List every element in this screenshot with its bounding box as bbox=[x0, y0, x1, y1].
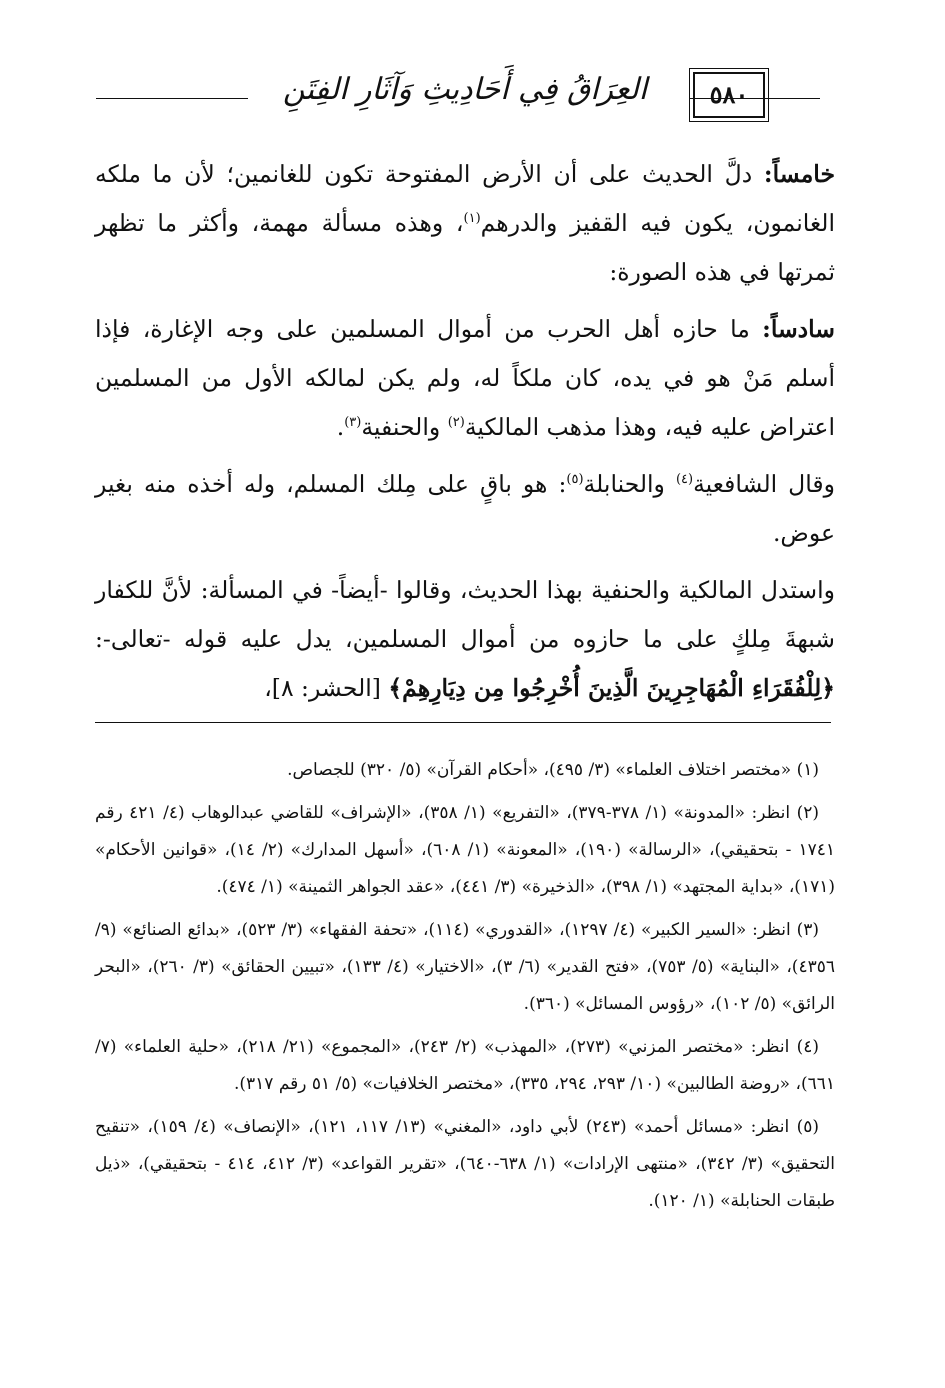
paragraph-text: . bbox=[336, 413, 345, 441]
footnote-ref: (٣) bbox=[344, 415, 362, 431]
footnote-ref: (٥) bbox=[566, 472, 584, 488]
paragraph-text: : هو باقٍ على مِلك المسلم، وله أخذه منه بغير عوض. bbox=[95, 470, 835, 547]
header-rule-left bbox=[96, 98, 248, 99]
paragraph-fifth bbox=[95, 150, 835, 297]
footnote-4: (٤) انظر: «مختصر المزني» (٢٧٣)، «المهذب» (٢/ ٢٤٣)، «المجموع» (٢١/ ٢١٨)، «حلية العلماء» (٧/ ٦٦١)، «روضة الطالبين» (١٠/ ٢٩٣، ٢٩٤، ٣٣٥)، «مختصر الخلافيات» (٥/ ٥١ رقم ٣١٧). bbox=[95, 1037, 835, 1094]
paragraph-text: واستدل المالكية والحنفية بهذا الحديث، وقالوا -أيضاً- في المسألة: لأنَّ للكفار شبهةَ مِلكٍ على ما حازوه من أموال المسلمين، يدل عليه قوله -تعالى-: bbox=[95, 576, 835, 653]
footnote-1: (١) «مختصر اختلاف العلماء» (٣/ ٤٩٥)، «أحكام القرآن» (٥/ ٣٢٠) للجصاص. bbox=[287, 760, 819, 780]
paragraph-lead: سادساً: bbox=[762, 315, 835, 343]
paragraph-text: والحنابلة bbox=[583, 470, 676, 498]
footnote-separator bbox=[95, 722, 831, 723]
footnote-5: (٥) انظر: «مسائل أحمد» (٢٤٣) لأبي داود، «المغني» (١٣/ ١١٧، ١٢١)، «الإنصاف» (٤/ ١٥٩)، «تنقيح التحقيق» (٣/ ٣٤٢)، «منتهى الإرادات» (١/ ٦٣٨-٦٤٠)، «تقرير القواعد» (٣/ ٤١٢، ٤١٤ - بتحقيقي)، «ذيل طبقات الحنابلة» (١/ ١٢٠). bbox=[95, 1117, 835, 1211]
paragraph-lead: خامساً: bbox=[763, 160, 835, 188]
paragraph-text: [الحشر: ٨]، bbox=[264, 674, 389, 702]
paragraph-shafii bbox=[95, 460, 835, 558]
footnotes bbox=[95, 752, 835, 1226]
page-number: ٥٨٠ bbox=[693, 72, 765, 118]
paragraph-sixth bbox=[95, 305, 835, 452]
paragraph-text: والحنفية bbox=[361, 413, 448, 441]
footnote-3: (٣) انظر: «السير الكبير» (٤/ ١٢٩٧)، «القدوري» (١١٤)، «تحفة الفقهاء» (٣/ ٥٢٣)، «بدائع الصنائع» (٩/ ٤٣٥٦)، «البناية» (٥/ ٧٥٣)، «فتح القدير» (٦/ ٣)، «الاختيار» (٤/ ١٣٣)، «تبيين الحقائق» (٣/ ٢٦٠)، «البحر الرائق» (٥/ ١٠٢)، «رؤوس المسائل» (٣٦٠). bbox=[95, 920, 835, 1014]
paragraph-text: وقال الشافعية bbox=[693, 470, 835, 498]
footnote-ref: (٤) bbox=[675, 472, 694, 488]
paragraph-text: ، وهذه مسألة مهمة، وأكثر ما تظهر ثمرتها في هذه الصورة: bbox=[95, 209, 835, 286]
footnote-ref: (٢) bbox=[447, 415, 465, 431]
running-book-title: العِرَاقُ فِي أَحَادِيثِ وَآثَارِ الفِتَنِ bbox=[282, 72, 648, 107]
paragraph-evidence bbox=[95, 566, 835, 713]
paragraph-text: ما حازه أهل الحرب من أموال المسلمين على وجه الإغارة، فإذا أسلم مَنْ هو في يده، كان ملكاً له، ولم يكن لمالكه الأول من المسلمين اعتراض عليه فيه، وهذا مذهب المالكية bbox=[95, 315, 835, 441]
footnote-2: (٢) انظر: «المدونة» (١/ ٣٧٨-٣٧٩)، «التفريع» (١/ ٣٥٨)، «الإشراف» للقاضي عبدالوهاب (٤/ ٤٢١ رقم ١٧٤١ - بتحقيقي)، «الرسالة» (١٩٠)، «المعونة» (١/ ٦٠٨)، «أسهل المدارك» (٢/ ١٤)، «قوانين الأحكام» (١٧١)، «بداية المجتهد» (١/ ٣٩٨)، «الذخيرة» (٣/ ٤٤١)، «عقد الجواهر الثمينة» (١/ ٤٧٤). bbox=[95, 803, 835, 897]
paragraph-text: دلَّ الحديث على أن الأرض المفتوحة تكون للغانمين؛ لأن ما ملكه الغانمون، يكون فيه القفيز والدرهم bbox=[95, 160, 835, 237]
quran-verse: ﴿لِلْفُقَرَاءِ الْمُهَاجِرِينَ الَّذِينَ أُخْرِجُوا مِن دِيَارِهِمْ﴾ bbox=[388, 674, 835, 702]
footnote-ref: (١) bbox=[463, 211, 481, 227]
main-text bbox=[95, 150, 835, 721]
